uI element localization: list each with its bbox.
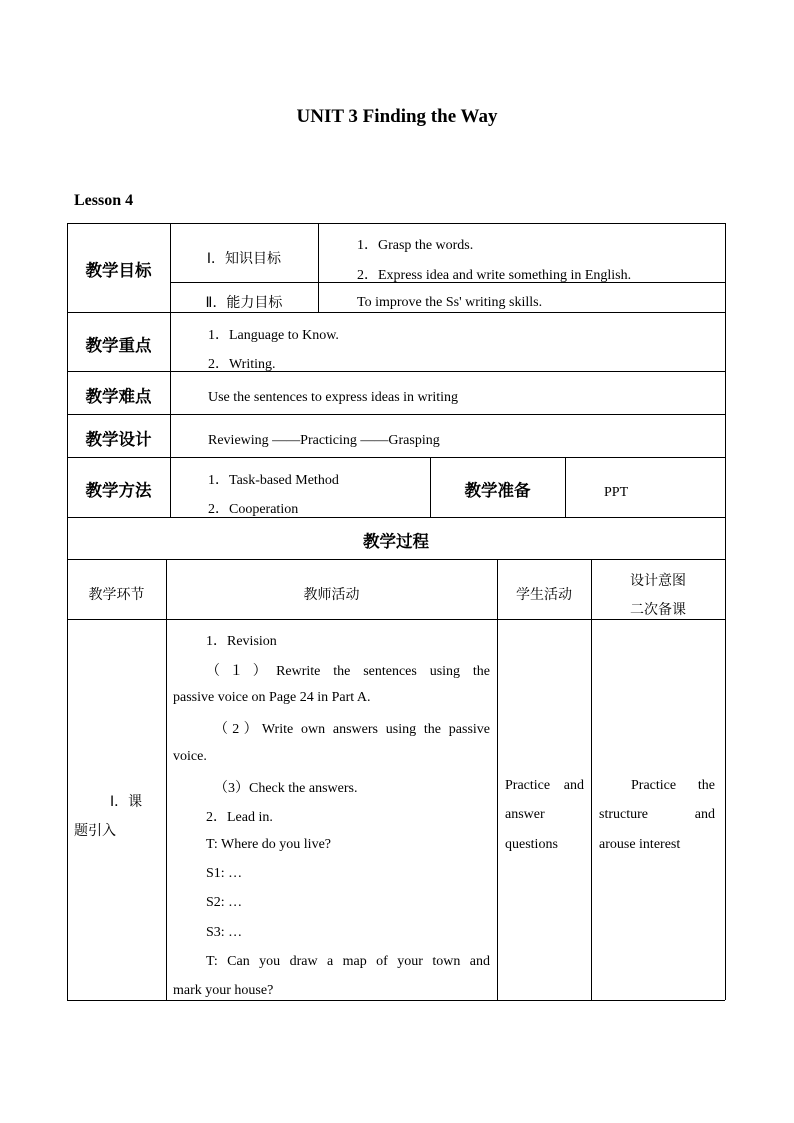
method-item: 2．Cooperation	[208, 502, 299, 517]
key-point-item: 2．Writing.	[208, 357, 276, 372]
stage-name: 题引入	[74, 823, 116, 839]
prep-column-divider	[565, 457, 566, 517]
row-divider	[67, 517, 725, 518]
teacher-activity-line: S2: …	[206, 895, 243, 910]
stage-column-divider	[166, 559, 167, 1000]
design-text: Reviewing ——Practicing ——Grasping	[208, 433, 440, 448]
method-item: 1．Task-based Method	[208, 473, 339, 488]
teacher-activity-line: passive voice on Page 24 in Part A.	[173, 690, 371, 705]
teacher-activity-line: S1: …	[206, 866, 243, 881]
method-label: 教学方法	[85, 481, 152, 500]
row-divider	[67, 414, 725, 415]
goals-label: 教学目标	[85, 261, 152, 280]
table-border-top	[67, 223, 725, 224]
teacher-activity-line: T: Where do you live?	[206, 837, 332, 852]
teacher-activity-line: 2．Lead in.	[206, 810, 273, 825]
ability-goal-label: Ⅱ．能力目标	[205, 295, 283, 311]
col-header-stage: 教学环节	[88, 587, 145, 603]
table-border-bottom	[67, 1000, 725, 1001]
student-activity-line: Practice and	[505, 778, 584, 793]
design-label: 教学设计	[85, 430, 152, 449]
col-header-design: 设计意图	[630, 573, 686, 589]
teacher-activity-line: mark your house?	[173, 983, 274, 998]
teacher-activity-line: 1．Revision	[206, 634, 277, 649]
student-column-divider	[591, 559, 592, 1000]
teacher-activity-line: S3: …	[206, 925, 243, 940]
difficulties-label: 教学难点	[85, 387, 152, 406]
goals-column-divider	[318, 223, 319, 312]
knowledge-goal-item: 1．Grasp the words.	[357, 238, 474, 253]
student-activity-line: questions	[505, 837, 558, 852]
knowledge-goal-item: 2．Express idea and write something in English.	[357, 268, 632, 283]
teacher-activity-line: voice.	[173, 749, 207, 764]
col-header-second-prep: 二次备课	[630, 602, 686, 618]
difficulties-text: Use the sentences to express ideas in writing	[208, 390, 458, 405]
row-divider	[67, 371, 725, 372]
design-intent-line: arouse interest	[599, 837, 681, 852]
row-divider	[67, 312, 725, 313]
teacher-column-divider	[497, 559, 498, 1000]
col-header-student: 学生活动	[516, 587, 572, 603]
teacher-activity-line: （3）Check the answers.	[214, 781, 358, 796]
prep-label: 教学准备	[464, 481, 531, 500]
prep-value: PPT	[604, 485, 629, 500]
key-point-item: 1．Language to Know.	[208, 328, 339, 343]
document-title: UNIT 3 Finding the Way	[296, 106, 498, 127]
stage-name: Ⅰ．课	[110, 794, 143, 810]
col-header-teacher: 教师活动	[303, 587, 360, 603]
row-divider	[67, 457, 725, 458]
teacher-activity-line: （2）Write own answers using the passive	[214, 722, 490, 737]
teacher-activity-line: （１）Rewrite the sentences using the	[206, 664, 490, 679]
process-heading: 教学过程	[363, 532, 429, 551]
teacher-activity-line: T: Can you draw a map of your town and	[206, 954, 490, 969]
design-intent-line: Practice the	[631, 778, 715, 793]
ability-goal-text: To improve the Ss' writing skills.	[357, 295, 543, 310]
key-points-label: 教学重点	[85, 336, 152, 355]
lesson-label: Lesson 4	[74, 192, 134, 209]
knowledge-goal-label: Ⅰ．知识目标	[206, 251, 282, 267]
table-border-right	[725, 223, 726, 1000]
design-intent-line: structure and	[599, 807, 715, 822]
student-activity-line: answer	[505, 807, 545, 822]
